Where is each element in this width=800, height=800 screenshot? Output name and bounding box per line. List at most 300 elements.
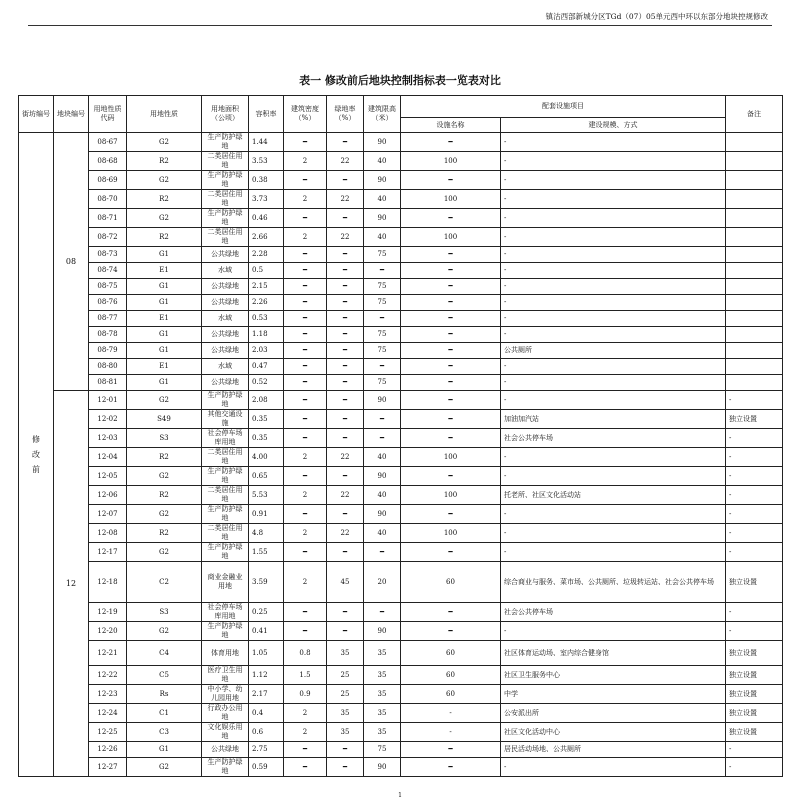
far-cell: ━ (284, 279, 327, 295)
green-rate-cell: ━ (364, 359, 401, 375)
facility-scale-cell: 独立设置 (726, 723, 783, 742)
facility-name-cell: 公安派出所 (501, 704, 726, 723)
parcel-id-cell: 08-75 (89, 279, 127, 295)
land-use-cell: 二类居住用地 (202, 190, 249, 209)
green-rate-cell: 75 (364, 742, 401, 758)
far-cell: ━ (284, 543, 327, 562)
land-use-cell: 公共绿地 (202, 742, 249, 758)
parcel-id-cell: 08-79 (89, 343, 127, 359)
facility-scale-cell (726, 279, 783, 295)
area-cell: 0.52 (249, 375, 284, 391)
green-rate-cell: 40 (364, 152, 401, 171)
far-cell: ━ (284, 391, 327, 410)
table-row (19, 704, 783, 723)
green-rate-cell: 35 (364, 685, 401, 704)
table-row (19, 641, 783, 666)
land-code-cell: C1 (127, 704, 202, 723)
facility-name-cell: - (501, 467, 726, 486)
density-cell: 25 (327, 685, 364, 704)
facility-scale-cell: - (726, 448, 783, 467)
table-row (19, 666, 783, 685)
parcel-id-cell: 12-17 (89, 543, 127, 562)
table-row (19, 448, 783, 467)
block-number: 08 (54, 133, 89, 391)
table-row (19, 622, 783, 641)
area-cell: 2.15 (249, 279, 284, 295)
facility-name-cell: - (501, 295, 726, 311)
header-area: 用地面积（公顷） (202, 96, 249, 133)
height-limit-cell: ━ (401, 359, 501, 375)
far-cell: ━ (284, 263, 327, 279)
table-row (19, 505, 783, 524)
parcel-id-cell: 12-01 (89, 391, 127, 410)
green-rate-cell: ━ (364, 263, 401, 279)
area-cell: 0.65 (249, 467, 284, 486)
area-cell: 0.46 (249, 209, 284, 228)
facility-scale-cell (726, 327, 783, 343)
land-use-cell: 二类居住用地 (202, 486, 249, 505)
land-use-cell: 公共绿地 (202, 327, 249, 343)
far-cell: 2 (284, 228, 327, 247)
height-limit-cell: 60 (401, 562, 501, 603)
table-row (19, 343, 783, 359)
area-cell: 0.25 (249, 603, 284, 622)
land-code-cell: E1 (127, 263, 202, 279)
table-row (19, 263, 783, 279)
facility-scale-cell: - (726, 486, 783, 505)
facility-name-cell: - (501, 247, 726, 263)
parcel-id-cell: 12-23 (89, 685, 127, 704)
area-cell: 0.38 (249, 171, 284, 190)
area-cell: 1.44 (249, 133, 284, 152)
far-cell: 2 (284, 524, 327, 543)
facility-name-cell: - (501, 279, 726, 295)
parcel-id-cell: 08-76 (89, 295, 127, 311)
facility-scale-cell: 独立设置 (726, 666, 783, 685)
facility-name-cell: - (501, 152, 726, 171)
facility-scale-cell: 独立设置 (726, 562, 783, 603)
facility-scale-cell: 独立设置 (726, 685, 783, 704)
green-rate-cell: 40 (364, 486, 401, 505)
table-body (19, 133, 783, 777)
height-limit-cell: ━ (401, 311, 501, 327)
land-code-cell: G1 (127, 247, 202, 263)
facility-name-cell: - (501, 375, 726, 391)
header-land-use: 用地性质 (127, 96, 202, 133)
green-rate-cell: 90 (364, 133, 401, 152)
land-use-cell: 公共绿地 (202, 295, 249, 311)
land-use-cell: 水域 (202, 263, 249, 279)
header-green: 绿地率（%） (327, 96, 364, 133)
density-cell: 22 (327, 524, 364, 543)
density-cell: 45 (327, 562, 364, 603)
table-row (19, 209, 783, 228)
density-cell: ━ (327, 410, 364, 429)
green-rate-cell: ━ (364, 603, 401, 622)
table-row (19, 543, 783, 562)
land-use-cell: 文化娱乐用地 (202, 723, 249, 742)
land-use-cell: 公共绿地 (202, 279, 249, 295)
far-cell: ━ (284, 410, 327, 429)
land-code-cell: G2 (127, 133, 202, 152)
table-row (19, 723, 783, 742)
header-parcel-no: 地块编号 (54, 96, 89, 133)
table-row (19, 742, 783, 758)
facility-name-cell: - (501, 311, 726, 327)
far-cell: 2 (284, 190, 327, 209)
area-cell: 1.05 (249, 641, 284, 666)
facility-scale-cell: - (726, 505, 783, 524)
page-number: 1 (398, 792, 402, 799)
height-limit-cell: ━ (401, 133, 501, 152)
land-code-cell: C2 (127, 562, 202, 603)
parcel-id-cell: 08-78 (89, 327, 127, 343)
status-cell: 修 改 前 (19, 133, 54, 777)
table-row (19, 758, 783, 777)
green-rate-cell: 35 (364, 641, 401, 666)
land-use-cell: 生产防护绿地 (202, 171, 249, 190)
parcel-id-cell: 12-21 (89, 641, 127, 666)
area-cell: 4.8 (249, 524, 284, 543)
green-rate-cell: 40 (364, 190, 401, 209)
land-code-cell: R2 (127, 228, 202, 247)
table-row (19, 391, 783, 410)
table-row (19, 152, 783, 171)
facility-scale-cell (726, 228, 783, 247)
facility-name-cell: - (501, 171, 726, 190)
parcel-id-cell: 12-06 (89, 486, 127, 505)
density-cell: ━ (327, 209, 364, 228)
far-cell: ━ (284, 327, 327, 343)
density-cell: ━ (327, 429, 364, 448)
far-cell: ━ (284, 429, 327, 448)
parcel-id-cell: 12-03 (89, 429, 127, 448)
land-code-cell: G1 (127, 295, 202, 311)
land-code-cell: G2 (127, 467, 202, 486)
land-code-cell: R2 (127, 486, 202, 505)
height-limit-cell: - (401, 723, 501, 742)
facility-name-cell: 社区文化活动中心 (501, 723, 726, 742)
table-row (19, 467, 783, 486)
height-limit-cell: ━ (401, 247, 501, 263)
height-limit-cell: ━ (401, 622, 501, 641)
height-limit-cell: ━ (401, 171, 501, 190)
facility-name-cell: - (501, 524, 726, 543)
height-limit-cell: ━ (401, 410, 501, 429)
height-limit-cell: ━ (401, 343, 501, 359)
facility-scale-cell: - (726, 524, 783, 543)
green-rate-cell: 75 (364, 343, 401, 359)
facility-name-cell: 托老所、社区文化活动站 (501, 486, 726, 505)
header-facility-scale: 建设规模、方式 (501, 118, 726, 133)
land-use-cell: 医疗卫生用地 (202, 666, 249, 685)
parcel-id-cell: 12-02 (89, 410, 127, 429)
control-index-table (18, 95, 783, 777)
far-cell: ━ (284, 505, 327, 524)
area-cell: 2.66 (249, 228, 284, 247)
facility-name-cell: 社会公共停车场 (501, 603, 726, 622)
green-rate-cell: 40 (364, 448, 401, 467)
facility-scale-cell (726, 171, 783, 190)
table-title: 表一 修改前后地块控制指标表一览表对比 (299, 74, 501, 87)
area-cell: 2.75 (249, 742, 284, 758)
header-street-no: 街坊编号 (19, 96, 54, 133)
height-limit-cell: - (401, 704, 501, 723)
density-cell: ━ (327, 295, 364, 311)
facility-name-cell: 社会公共停车场 (501, 429, 726, 448)
height-limit-cell: ━ (401, 429, 501, 448)
green-rate-cell: 75 (364, 247, 401, 263)
density-cell: 25 (327, 666, 364, 685)
green-rate-cell: 90 (364, 171, 401, 190)
parcel-id-cell: 08-73 (89, 247, 127, 263)
land-code-cell: S49 (127, 410, 202, 429)
density-cell: ━ (327, 758, 364, 777)
header-remark: 备注 (726, 96, 783, 133)
facility-scale-cell (726, 247, 783, 263)
far-cell: 1.5 (284, 666, 327, 685)
land-use-cell: 中小学、幼儿园用地 (202, 685, 249, 704)
far-cell: 2 (284, 152, 327, 171)
parcel-id-cell: 12-20 (89, 622, 127, 641)
land-code-cell: R2 (127, 448, 202, 467)
facility-scale-cell: - (726, 603, 783, 622)
facility-scale-cell (726, 263, 783, 279)
land-code-cell: Rs (127, 685, 202, 704)
far-cell: 2 (284, 723, 327, 742)
parcel-id-cell: 12-07 (89, 505, 127, 524)
green-rate-cell: 90 (364, 758, 401, 777)
area-cell: 2.26 (249, 295, 284, 311)
land-code-cell: R2 (127, 190, 202, 209)
area-cell: 0.4 (249, 704, 284, 723)
density-cell: ━ (327, 359, 364, 375)
land-use-cell: 行政办公用地 (202, 704, 249, 723)
green-rate-cell: 90 (364, 622, 401, 641)
land-code-cell: G1 (127, 279, 202, 295)
height-limit-cell: 60 (401, 666, 501, 685)
land-code-cell: G2 (127, 758, 202, 777)
height-limit-cell: 100 (401, 448, 501, 467)
land-use-cell: 生产防护绿地 (202, 622, 249, 641)
density-cell: ━ (327, 622, 364, 641)
density-cell: 22 (327, 448, 364, 467)
facility-name-cell: 社区卫生服务中心 (501, 666, 726, 685)
facility-name-cell: - (501, 133, 726, 152)
parcel-id-cell: 12-05 (89, 467, 127, 486)
table-row (19, 247, 783, 263)
parcel-id-cell: 12-18 (89, 562, 127, 603)
green-rate-cell: 40 (364, 524, 401, 543)
density-cell: ━ (327, 311, 364, 327)
density-cell: ━ (327, 133, 364, 152)
facility-name-cell: - (501, 190, 726, 209)
parcel-id-cell: 12-08 (89, 524, 127, 543)
density-cell: ━ (327, 467, 364, 486)
land-use-cell: 二类居住用地 (202, 448, 249, 467)
header-divider (28, 25, 772, 26)
far-cell: ━ (284, 359, 327, 375)
parcel-id-cell: 12-24 (89, 704, 127, 723)
land-use-cell: 生产防护绿地 (202, 391, 249, 410)
density-cell: 22 (327, 152, 364, 171)
green-rate-cell: ━ (364, 410, 401, 429)
density-cell: 35 (327, 641, 364, 666)
area-cell: 0.53 (249, 311, 284, 327)
header-density: 建筑密度（%） (284, 96, 327, 133)
land-use-cell: 生产防护绿地 (202, 758, 249, 777)
parcel-id-cell: 08-74 (89, 263, 127, 279)
far-cell: ━ (284, 742, 327, 758)
facility-name-cell: 社区体育运动场、室内综合健身馆 (501, 641, 726, 666)
facility-scale-cell: - (726, 622, 783, 641)
table-row (19, 410, 783, 429)
table-row (19, 524, 783, 543)
area-cell: 0.59 (249, 758, 284, 777)
parcel-id-cell: 12-04 (89, 448, 127, 467)
facility-scale-cell (726, 152, 783, 171)
height-limit-cell: ━ (401, 263, 501, 279)
far-cell: 2 (284, 562, 327, 603)
facility-scale-cell: 独立设置 (726, 410, 783, 429)
land-use-cell: 公共绿地 (202, 375, 249, 391)
far-cell: ━ (284, 375, 327, 391)
facility-scale-cell (726, 359, 783, 375)
land-code-cell: G1 (127, 375, 202, 391)
land-code-cell: C3 (127, 723, 202, 742)
height-limit-cell: ━ (401, 391, 501, 410)
area-cell: 1.18 (249, 327, 284, 343)
table-row (19, 562, 783, 603)
facility-scale-cell: - (726, 429, 783, 448)
height-limit-cell: ━ (401, 603, 501, 622)
land-use-cell: 生产防护绿地 (202, 133, 249, 152)
land-use-cell: 生产防护绿地 (202, 209, 249, 228)
facility-scale-cell (726, 133, 783, 152)
density-cell: 22 (327, 190, 364, 209)
land-use-cell: 其他交通设施 (202, 410, 249, 429)
land-code-cell: G2 (127, 505, 202, 524)
facility-scale-cell: - (726, 543, 783, 562)
land-use-cell: 水域 (202, 311, 249, 327)
land-code-cell: S3 (127, 429, 202, 448)
land-use-cell: 二类居住用地 (202, 228, 249, 247)
header-facilities: 配套设施项目 (401, 96, 726, 118)
green-rate-cell: 35 (364, 723, 401, 742)
height-limit-cell: ━ (401, 543, 501, 562)
facility-name-cell: - (501, 448, 726, 467)
parcel-id-cell: 08-70 (89, 190, 127, 209)
facility-scale-cell (726, 343, 783, 359)
area-cell: 1.12 (249, 666, 284, 685)
far-cell: ━ (284, 133, 327, 152)
area-cell: 1.55 (249, 543, 284, 562)
facility-scale-cell (726, 190, 783, 209)
density-cell: ━ (327, 327, 364, 343)
area-cell: 0.41 (249, 622, 284, 641)
facility-name-cell: - (501, 359, 726, 375)
land-code-cell: G2 (127, 543, 202, 562)
height-limit-cell: ━ (401, 467, 501, 486)
land-code-cell: G2 (127, 209, 202, 228)
land-code-cell: G2 (127, 391, 202, 410)
parcel-id-cell: 08-80 (89, 359, 127, 375)
parcel-id-cell: 08-77 (89, 311, 127, 327)
area-cell: 2.08 (249, 391, 284, 410)
table-row (19, 359, 783, 375)
area-cell: 0.91 (249, 505, 284, 524)
table-row (19, 311, 783, 327)
area-cell: 0.5 (249, 263, 284, 279)
facility-name-cell: - (501, 391, 726, 410)
density-cell: ━ (327, 247, 364, 263)
height-limit-cell: 100 (401, 486, 501, 505)
density-cell: ━ (327, 603, 364, 622)
far-cell: 0.8 (284, 641, 327, 666)
area-cell: 2.03 (249, 343, 284, 359)
green-rate-cell: 75 (364, 279, 401, 295)
density-cell: ━ (327, 375, 364, 391)
density-cell: 35 (327, 723, 364, 742)
table-row (19, 603, 783, 622)
facility-scale-cell: 独立设置 (726, 641, 783, 666)
land-use-cell: 社会停车场库用地 (202, 603, 249, 622)
area-cell: 5.53 (249, 486, 284, 505)
far-cell: ━ (284, 295, 327, 311)
land-code-cell: C5 (127, 666, 202, 685)
facility-name-cell: - (501, 209, 726, 228)
parcel-id-cell: 12-26 (89, 742, 127, 758)
parcel-id-cell: 12-19 (89, 603, 127, 622)
facility-scale-cell (726, 295, 783, 311)
area-cell: 3.59 (249, 562, 284, 603)
facility-name-cell: - (501, 505, 726, 524)
height-limit-cell: 100 (401, 190, 501, 209)
far-cell: ━ (284, 603, 327, 622)
facility-name-cell: 综合商业与服务、菜市场、公共厕所、垃圾转运站、社会公共停车场 (501, 562, 726, 603)
facility-scale-cell: - (726, 758, 783, 777)
parcel-id-cell: 08-67 (89, 133, 127, 152)
green-rate-cell: 75 (364, 375, 401, 391)
land-code-cell: S3 (127, 603, 202, 622)
far-cell: ━ (284, 311, 327, 327)
facility-scale-cell: - (726, 467, 783, 486)
parcel-id-cell: 08-68 (89, 152, 127, 171)
green-rate-cell: ━ (364, 543, 401, 562)
far-cell: ━ (284, 343, 327, 359)
facility-scale-cell (726, 209, 783, 228)
land-code-cell: G1 (127, 742, 202, 758)
area-cell: 3.73 (249, 190, 284, 209)
table-row (19, 228, 783, 247)
area-cell: 3.53 (249, 152, 284, 171)
green-rate-cell: 90 (364, 391, 401, 410)
height-limit-cell: 60 (401, 685, 501, 704)
far-cell: ━ (284, 247, 327, 263)
facility-name-cell: 居民活动场地、公共厕所 (501, 742, 726, 758)
area-cell: 0.47 (249, 359, 284, 375)
far-cell: 0.9 (284, 685, 327, 704)
height-limit-cell: 100 (401, 524, 501, 543)
green-rate-cell: 75 (364, 295, 401, 311)
land-use-cell: 社会停车场库用地 (202, 429, 249, 448)
height-limit-cell: 100 (401, 228, 501, 247)
height-limit-cell: ━ (401, 375, 501, 391)
land-code-cell: C4 (127, 641, 202, 666)
table-row (19, 375, 783, 391)
facility-name-cell: 中学 (501, 685, 726, 704)
green-rate-cell: ━ (364, 311, 401, 327)
